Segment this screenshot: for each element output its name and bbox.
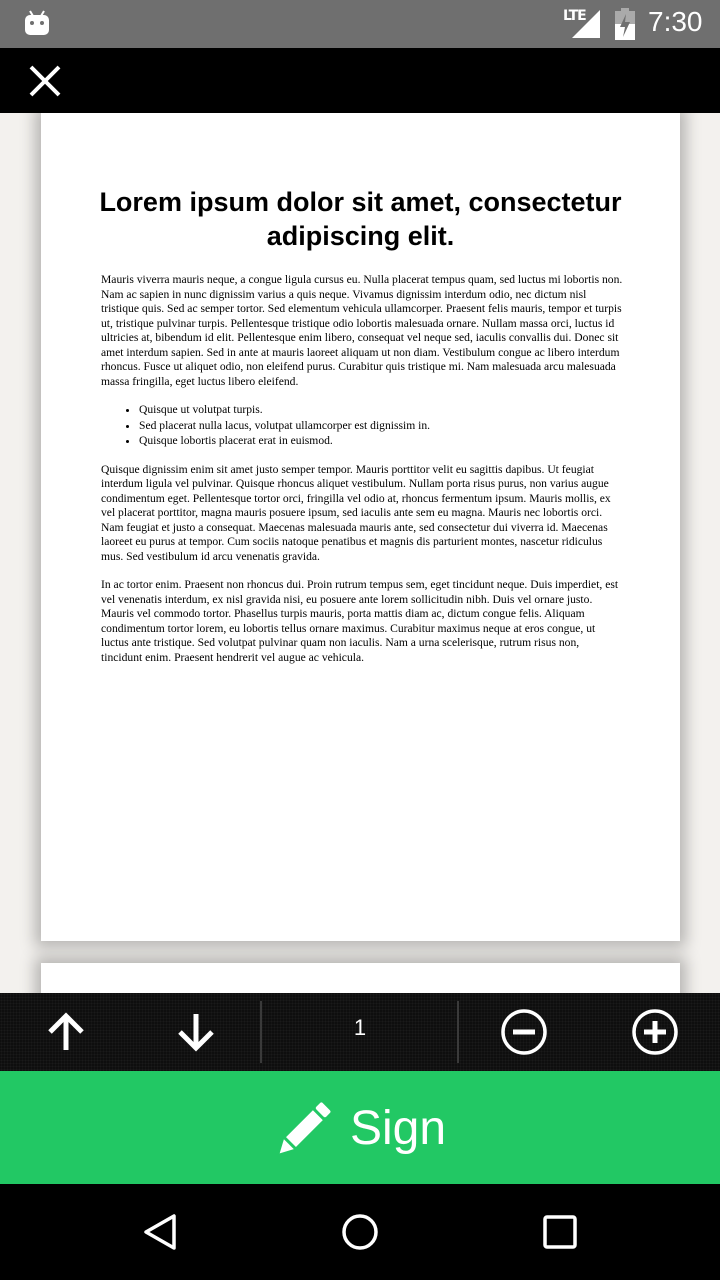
document-paragraph: Quisque dignissim enim sit amet justo semper tempor. Mauris porttitor velit eu sagittis dapibus. Ut feugiat interdum ligula vel pulvinar. Quisque rhoncus aliquet vestibulum. Nullam porta risus purus, non varius augue condimentum eget. Pellentesque tortor orci, fringilla vel odio at, rhoncus fermentum ipsum. Mauris mollis, ex vel placerat porttitor, magna mauris posuere ipsum, sed iaculis ante sem eu magna. Mauris nec lobortis orci. Nam feugiat et justo a consequat. Maecenas malesuada mauris ante, sed consectetur dui viverra id. Maecenas laoreet eu purus at tempor. Cum sociis natoque penatibus et magnis dis parturient montes, nascetur ridiculus mus. Sed vestibulum id arcu venenatis gravida. xyxy=(101,462,611,563)
system-navigation-bar xyxy=(0,1184,720,1280)
back-icon[interactable] xyxy=(140,1212,180,1252)
zoom-in-icon[interactable] xyxy=(631,1008,679,1056)
status-bar xyxy=(0,0,720,48)
previous-page-arrow-up-icon[interactable] xyxy=(42,1008,90,1056)
android-notification-icon xyxy=(24,10,50,36)
clock: 7:30 xyxy=(648,6,703,37)
list-item: • Quisque lobortis placerat erat in euismod. xyxy=(139,434,623,449)
document-page xyxy=(41,113,680,941)
sign-button[interactable] xyxy=(0,1071,720,1184)
top-app-bar xyxy=(0,48,720,113)
home-icon[interactable] xyxy=(340,1212,380,1252)
document-body xyxy=(101,273,623,679)
battery-charging-icon xyxy=(614,8,636,40)
next-page-arrow-down-icon[interactable] xyxy=(172,1008,220,1056)
pencil-icon xyxy=(272,1099,334,1161)
document-title: Lorem ipsum dolor sit amet, consectetur adipiscing elit. xyxy=(99,187,622,251)
document-viewer[interactable] xyxy=(0,113,720,993)
network-type: LTE xyxy=(563,8,586,24)
list-item: • Quisque ut volutpat turpis. xyxy=(139,403,623,418)
next-document-page xyxy=(41,963,680,993)
document-paragraph: Mauris viverra mauris neque, a congue ligula cursus eu. Nulla placerat tempus quam, sed luctus mi lobortis non. Nam ac sapien in nunc dignissim varius a quis neque. Vivamus dignissim interdum odio, nec dictum nisl tristique quis. Sed ac semper tortor. Sed elementum vehicula ullamcorper. Praesent felis mauris, tempor et turpis ut, tristique pulvinar turpis. Pellentesque tristique odio lobortis malesuada ornare. Nullam massa orci, luctus id ultricies at, bibendum id elit. Pellentesque enim libero, consequat vel neque sed, iaculis convallis dui. Donec sit amet interdum sapien. Sed in ante at mauris laoreet aliquam ut non diam. Vestibulum congue ac libero interdum rhoncus. Fusce ut aliquet odio, non eleifend purus. Curabitur quis tristique mi. Nam malesuada arcu malesuada massa fringilla, eget luctus libero eleifend. xyxy=(101,273,623,388)
document-paragraph: In ac tortor enim. Praesent non rhoncus dui. Proin rutrum tempus sem, eget tincidunt neque. Duis imperdiet, est vel venenatis interdum, ex nisl gravida nisi, eu posuere ante lorem sollicitudin nibh. Duis vel ornare justo. Mauris vel commodo tortor. Phasellus turpis mauris, porta mattis diam ac, dictum congue felis. Aliquam condimentum tortor lorem, eu lobortis tellus ornare maximus. Curabitur maximus neque at eros congue, ut luctus ante tristique. Sed volutpat pulvinar quam non iaculis. Nam a urna scelerisque, rutrum risus non, tincidunt enim. Praesent hendrerit vel augue ac vehicula. xyxy=(101,578,619,664)
page-toolbar xyxy=(0,993,720,1071)
list-item: • Sed placerat nulla lacus, volutpat ullamcorper est dignissim in. xyxy=(139,419,623,434)
close-icon[interactable] xyxy=(22,58,68,104)
page-number[interactable]: 1 xyxy=(353,1015,367,1040)
recent-apps-icon[interactable] xyxy=(540,1212,580,1252)
sign-label: Sign xyxy=(350,1102,447,1155)
signal-icon xyxy=(572,10,600,38)
toolbar-divider xyxy=(457,1001,459,1063)
document-bullet-list xyxy=(101,403,623,449)
zoom-out-icon[interactable] xyxy=(500,1008,548,1056)
